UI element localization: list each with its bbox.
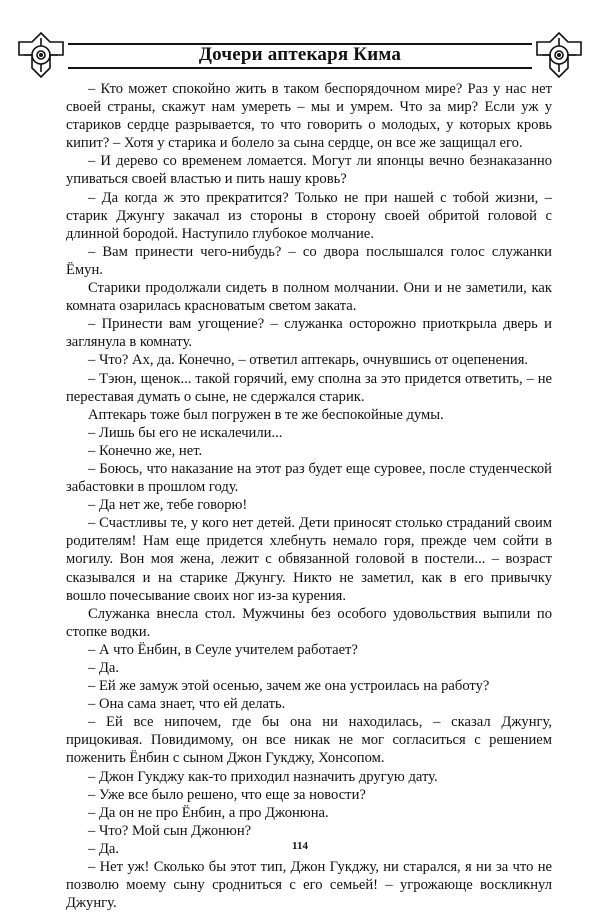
paragraph: – Она сама знает, что ей делать. [88, 696, 286, 713]
paragraph: – Вам принести чего-нибудь? – со двора послышался голос служанки Ёмун. [66, 243, 552, 278]
paragraph: – Что? Мой сын Джонюн? [88, 822, 252, 839]
paragraph: – Да. [88, 660, 120, 676]
paragraph: – Принести вам угощение? – служанка осторожно приоткрыла дверь и заглянула в комнату. [66, 316, 552, 351]
paragraph: – И дерево со временем ломается. Могут ли японцы вечно безнаказанно упиваться своей властью и пить нашу кровь? [66, 153, 552, 188]
header-rule-bottom [68, 67, 532, 69]
running-header [16, 30, 584, 80]
paragraph: – Конечно же, нет. [88, 442, 203, 459]
body-text [66, 80, 552, 912]
running-title: Дочери аптекаря Кима [198, 44, 402, 65]
paragraph: – Да он не про Ёнбин, а про Джонюна. [88, 804, 329, 821]
paragraph: – Да когда ж это прекратится? Только не при нашей с тобой жизни, – старик Джунгу закачал из стороны в сторону своей обритой головой с длинной бородой. Наступило глубокое молчание. [66, 189, 552, 242]
paragraph: – Да нет же, тебе говорю! [88, 497, 248, 514]
ornament-right-icon [534, 30, 584, 80]
paragraph: – Да. [88, 840, 120, 857]
paragraph: – Джон Гукджу как-то приходил назначить другую дату. [88, 768, 438, 785]
paragraph: Служанка внесла стол. Мужчины без особого удовольствия выпили по стопке водки. [66, 605, 552, 640]
paragraph: Аптекарь тоже был погружен в те же беспокойные думы. [88, 406, 444, 423]
paragraph: – Ей же замуж этой осенью, зачем же она устроилась на работу? [88, 678, 490, 695]
paragraph: – Кто может спокойно жить в таком беспорядочном мире? Раз у нас нет своей страны, скажут нам умереть – мы и умрем. Что за мир? Если уж у стариков сердце разрывается, то что говорить о молодых, у которых кровь кипит? – Хотя у старика и болело за сына сердце, он все же защищал его. [66, 81, 552, 152]
paragraph: – Тэюн, щенок... такой горячий, ему сполна за это придется ответить, – не переставая думать о сыне, не сдержался старик. [66, 370, 552, 405]
paragraph: – Счастливы те, у кого нет детей. Дети приносят столько страданий своим родителям! Нам еще придется хлебнуть немало горя, прежде чем сойти в могилу. Вон моя жена, лежит с обвязанной головой в постели... – возраст сказывался и на старике Джунгу. Никто не заметил, как в его привычку вошло почесывание своих ног из-за курения. [66, 515, 552, 604]
paragraph: – Уже все было решено, что еще за новости? [88, 786, 366, 803]
paragraph: Старики продолжали сидеть в полном молчании. Они и не заметили, как комната озарилась красноватым светом заката. [66, 280, 552, 315]
paragraph: – А что Ёнбин, в Сеуле учителем работает? [88, 641, 358, 658]
page-number: 114 [292, 840, 308, 852]
paragraph: – Нет уж! Сколько бы этот тип, Джон Гукджу, ни старался, я ни за что не позволю моему сыну сродниться с его семьей! – угрожающе воскликнул Джунгу. [66, 859, 552, 912]
paragraph: – Лишь бы его не искалечили... [88, 424, 283, 441]
paragraph: – Боюсь, что наказание на этот раз будет еще суровее, после студенческой забастовки в прошлом году. [66, 460, 552, 496]
paragraph: – Ей все нипочем, где бы она ни находилась, – сказал Джунгу, прицокивая. Повидимому, он все никак не мог согласиться с решением поженить Ёнбин с сыном Джон Гукджу, Хонсопом. [66, 714, 552, 767]
paragraph: – Что? Ах, да. Конечно, – ответил аптекарь, очнувшись от оцепенения. [88, 352, 529, 369]
